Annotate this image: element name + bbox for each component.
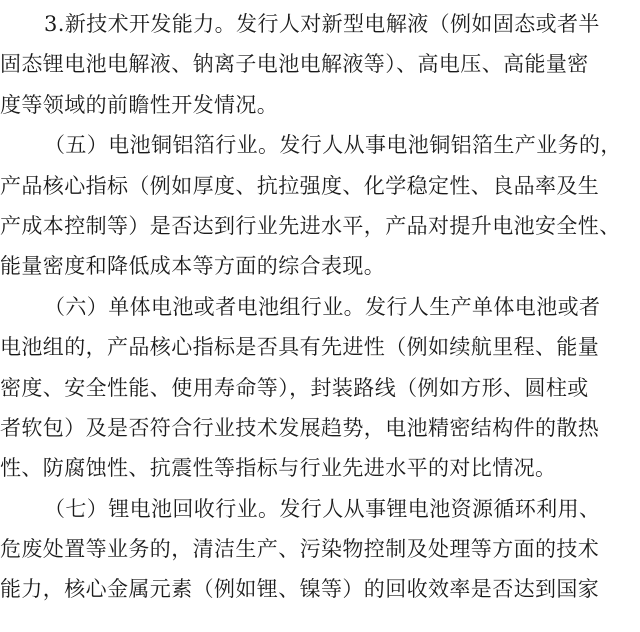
text-line: 性、防腐蚀性、抗震性等指标与行业先进水平的对比情况。 bbox=[0, 456, 557, 481]
text-line: 固态锂电池电解液、钠离子电池电解液等）、高电压、高能量密 bbox=[0, 52, 589, 77]
text-line: 度等领域的前瞻性开发情况。 bbox=[0, 92, 279, 117]
text-line: （七）锂电池回收行业。发行人从事锂电池资源循环利用、 bbox=[44, 496, 601, 521]
text-line: 产品核心指标（例如厚度、抗拉强度、化学稳定性、良品率及生 bbox=[0, 173, 600, 198]
text-line: 产成本控制等）是否达到行业先进水平，产品对提升电池安全性、 bbox=[0, 213, 621, 238]
text-line: 危废处置等业务的，清洁生产、污染物控制及处理等方面的技术 bbox=[0, 537, 600, 562]
text-line: 3.新技术开发能力。发行人对新型电解液（例如固态或者半 bbox=[44, 12, 600, 36]
text-line: （六）单体电池或者电池组行业。发行人生产单体电池或者 bbox=[44, 294, 601, 319]
text-line: 者软包）及是否符合行业技术发展趋势，电池精密结构件的散热 bbox=[0, 415, 600, 440]
text-line: 能力，核心金属元素（例如锂、镍等）的回收效率是否达到国家 bbox=[0, 577, 600, 602]
text-line: 密度、安全性能、使用寿命等），封装路线（例如方形、圆柱或 bbox=[0, 375, 589, 400]
text-line: 能量密度和降低成本等方面的综合表现。 bbox=[0, 254, 386, 279]
text-line: （五）电池铜铝箔行业。发行人从事电池铜铝箔生产业务的， bbox=[44, 133, 622, 158]
text-line: 电池组的，产品核心指标是否具有先进性（例如续航里程、能量 bbox=[0, 335, 600, 360]
